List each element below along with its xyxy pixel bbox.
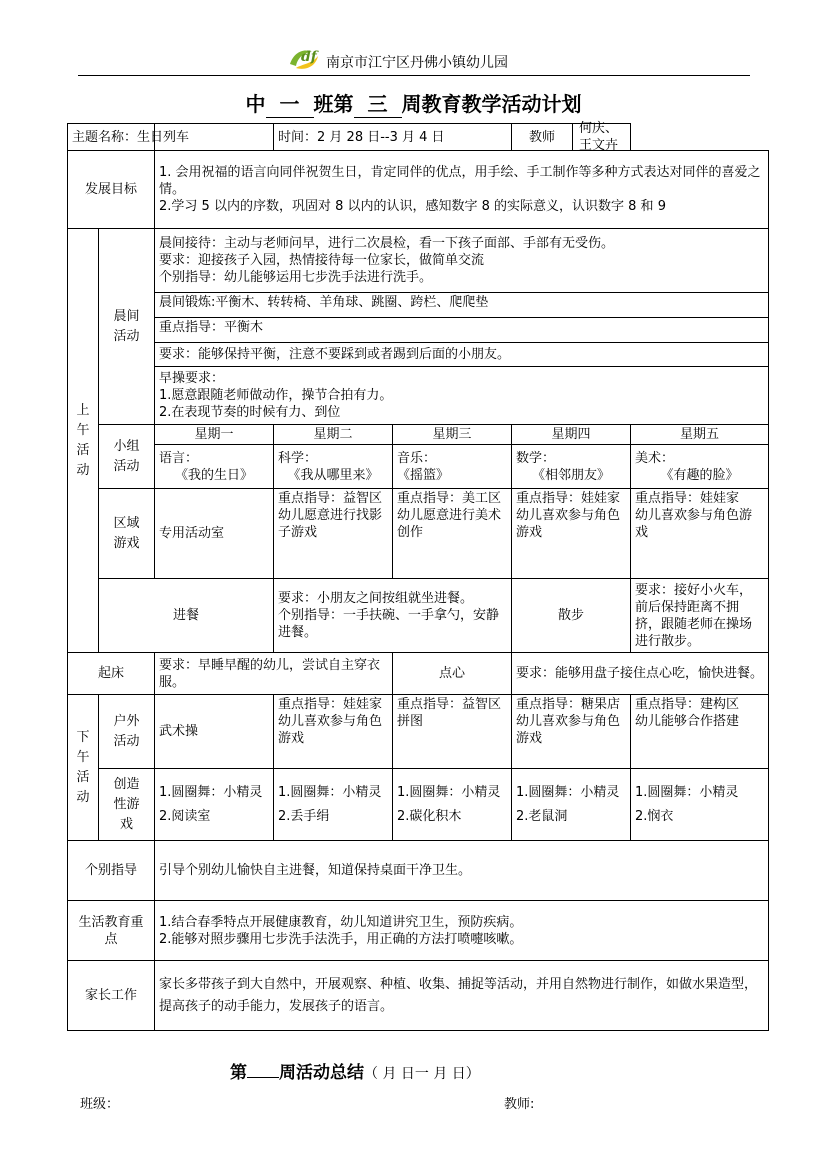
drill-content xyxy=(155,367,769,425)
creative-item: 2.老鼠洞 xyxy=(516,808,568,824)
exercise-requirement: 要求：能够保持平衡，注意不要踩到或者踢到后面的小朋友。 xyxy=(159,347,511,362)
creative-item: 2.丢手绢 xyxy=(278,808,330,824)
svg-text:df: df xyxy=(301,49,317,65)
outdoor-cell: 重点指导：益智区 拼图 xyxy=(393,695,512,769)
drill-row xyxy=(68,367,769,425)
title-grade: 中 xyxy=(245,92,266,116)
time-cell: 时间：2 月 28 日--3 月 4 日 xyxy=(274,124,512,151)
creative-item: 2.阅读室 xyxy=(159,808,211,824)
meal-content: 要求：小朋友之间按组就坐进餐。 个别指导：一手扶碗、一手拿勺，安静进餐。 xyxy=(274,579,512,653)
walk-label: 散步 xyxy=(512,579,631,653)
topic-cell xyxy=(68,124,190,151)
weekday-fri: 星期五 xyxy=(631,425,769,445)
goals-content xyxy=(155,151,769,229)
school-name: 南京市江宁区丹佛小镇幼儿园 xyxy=(326,55,508,71)
creative-cell xyxy=(631,769,769,841)
reception-row xyxy=(68,229,769,293)
outdoor-label-text: 户外活动 xyxy=(113,713,140,749)
life-row xyxy=(68,901,769,961)
snack-content: 要求：能够用盘子接住点心吃，愉快进餐。 xyxy=(512,653,769,695)
outdoor-cell: 武术操 xyxy=(155,695,274,769)
parent-label: 家长工作 xyxy=(68,961,155,1031)
creative-cell xyxy=(512,769,631,841)
group-cell xyxy=(274,445,393,489)
afternoon-label xyxy=(68,695,99,841)
life-item: 2.能够对照步骤用七步洗手法洗手，用正确的方法打喷嚏咳嗽。 xyxy=(159,931,523,947)
creative-label xyxy=(99,769,155,841)
parent-row xyxy=(68,961,769,1031)
group-lesson: 《摇篮》 xyxy=(397,467,450,483)
group-subject: 音乐： xyxy=(397,450,437,466)
creative-item: 2.悯衣 xyxy=(635,808,674,824)
morning-activity-label xyxy=(99,229,155,425)
reception-content xyxy=(155,229,769,293)
weekly-plan-table xyxy=(67,123,769,1031)
life-item: 1.结合春季特点开展健康教育，幼儿知道讲究卫生，预防疾病。 xyxy=(159,914,523,930)
goal-item: 2.学习 5 以内的序数，巩固对 8 以内的认识，感知数字 8 的实际意义，认识数字 8 和 9 xyxy=(159,199,666,214)
summary-title-b: 周活动总结 xyxy=(279,1063,364,1083)
title-mid: 班第 xyxy=(313,92,354,116)
morning-label-text: 上午活动 xyxy=(76,402,90,478)
area-cell: 重点指导：娃娃家 幼儿喜欢参与角色游戏 xyxy=(512,489,631,579)
exercise-line: 晨间锻炼:平衡木、转转椅、羊角球、跳圈、跨栏、爬爬垫 xyxy=(155,293,768,318)
summary-title-a: 第 xyxy=(230,1063,247,1083)
area-cell: 重点指导：美工区 幼儿愿意进行美术创作 xyxy=(393,489,512,579)
topic-row xyxy=(68,124,769,151)
wake-content: 要求：早睡早醒的幼儿，尝试自主穿衣服。 xyxy=(155,653,393,695)
area-cell: 重点指导：娃娃家 幼儿喜欢参与角色游戏 xyxy=(631,489,769,579)
teacher-label: 教师 xyxy=(512,124,573,150)
morning-label xyxy=(68,229,99,653)
weekday-thu: 星期四 xyxy=(512,425,631,445)
guide-label: 个别指导 xyxy=(68,841,155,901)
exercise-content xyxy=(155,293,769,367)
parent-content: 家长多带孩子到大自然中，开展观察、种植、收集、捕捉等活动，并用自然物进行制作，如做水果造型，提高孩子的动手能力，发展孩子的语言。 xyxy=(155,961,769,1031)
life-content xyxy=(155,901,769,961)
outdoor-row xyxy=(68,695,769,769)
summary-title xyxy=(230,1058,480,1083)
area-game-label-text: 区域游戏 xyxy=(113,515,140,551)
goals-label: 发展目标 xyxy=(68,151,155,229)
teacher-names: 何庆、王文卉 xyxy=(579,121,619,153)
group-lesson: 《我的生日》 xyxy=(175,467,254,483)
reception-line: 个别指导：幼儿能够运用七步洗手法进行洗手。 xyxy=(159,270,433,285)
group-activity-label-text: 小组活动 xyxy=(113,438,140,474)
title-week: 三 xyxy=(354,88,402,118)
class-label: 班级： xyxy=(80,1097,120,1112)
area-game-label xyxy=(99,489,155,579)
group-lesson: 《有趣的脸》 xyxy=(660,467,739,483)
group-cell xyxy=(512,445,631,489)
wake-row xyxy=(68,653,769,695)
teacher-sign-label: 教师: xyxy=(504,1097,535,1112)
life-label: 生活教育重 点 xyxy=(68,901,155,961)
area-cell: 重点指导：益智区 幼儿愿意进行找影子游戏 xyxy=(274,489,393,579)
group-lesson: 《我从哪里来》 xyxy=(287,467,379,483)
creative-item: 1.圆圈舞：小精灵 xyxy=(516,784,620,800)
page-title xyxy=(0,88,827,118)
group-subject: 科学： xyxy=(278,450,318,466)
goals-row xyxy=(68,151,769,229)
title-class: 一 xyxy=(266,88,314,118)
drill-line: 早操要求： xyxy=(159,371,225,386)
group-lesson: 《相邻朋友》 xyxy=(532,467,611,483)
group-cell xyxy=(155,445,274,489)
creative-item: 1.圆圈舞：小精灵 xyxy=(397,784,501,800)
creative-item: 1.圆圈舞：小精灵 xyxy=(278,784,382,800)
area-cell: 专用活动室 xyxy=(155,489,274,579)
topic-label: 主题名称：生日列车 xyxy=(72,129,190,145)
weekday-mon: 星期一 xyxy=(155,425,274,445)
summary-week-blank xyxy=(247,1077,279,1078)
title-suffix: 周教育教学活动计划 xyxy=(401,92,582,116)
exercise-focus: 重点指导：平衡木 xyxy=(155,318,768,343)
meal-row xyxy=(68,579,769,653)
drill-line: 2.在表现节奏的时候有力、到位 xyxy=(159,405,341,420)
outdoor-cell: 重点指导：建构区 幼儿能够合作搭建 xyxy=(631,695,769,769)
guide-content: 引导个别幼儿愉快自主进餐，知道保持桌面干净卫生。 xyxy=(155,841,769,901)
morning-activity-label-text: 晨间活动 xyxy=(113,308,140,344)
group-subject: 美术： xyxy=(635,450,675,466)
creative-label-text: 创造性游戏 xyxy=(113,776,140,832)
outdoor-label xyxy=(99,695,155,769)
outdoor-cell: 重点指导：娃娃家 幼儿喜欢参与角色游戏 xyxy=(274,695,393,769)
kindergarten-logo-icon xyxy=(288,42,322,72)
group-row xyxy=(68,445,769,489)
summary-date-range: （ 月 日一 月 日） xyxy=(364,1066,480,1082)
guide-row xyxy=(68,841,769,901)
reception-line: 要求：迎接孩子入园，热情接待每一位家长，做简单交流 xyxy=(159,253,485,268)
page-header xyxy=(0,0,827,80)
creative-item: 1.圆圈舞：小精灵 xyxy=(635,784,739,800)
meal-label: 进餐 xyxy=(99,579,274,653)
creative-row xyxy=(68,769,769,841)
weekday-wed: 星期三 xyxy=(393,425,512,445)
outdoor-cell: 重点指导：糖果店 幼儿喜欢参与角色游戏 xyxy=(512,695,631,769)
reception-line: 晨间接待：主动与老师问早，进行二次晨检，看一下孩子面部、手部有无受伤。 xyxy=(159,236,615,251)
snack-label: 点心 xyxy=(393,653,512,695)
wake-label: 起床 xyxy=(68,653,155,695)
exercise-row xyxy=(68,293,769,367)
creative-item: 2.碳化积木 xyxy=(397,808,462,824)
header-rule xyxy=(78,75,750,76)
area-row xyxy=(68,489,769,579)
teacher-split xyxy=(512,121,631,153)
creative-cell xyxy=(155,769,274,841)
group-cell xyxy=(631,445,769,489)
creative-cell xyxy=(393,769,512,841)
group-activity-label xyxy=(99,425,155,489)
group-subject: 语言： xyxy=(159,450,199,466)
goal-item: 1. 会用祝福的语言向同伴祝贺生日，肯定同伴的优点，用手绘、手工制作等多种方式表达对同伴的喜爱之情。 xyxy=(159,165,761,197)
walk-content: 要求：接好小火车，前后保持距离不拥挤，跟随老师在操场进行散步。 xyxy=(631,579,769,653)
afternoon-label-text: 下午活动 xyxy=(76,729,90,805)
group-cell xyxy=(393,445,512,489)
weekday-row xyxy=(68,425,769,445)
group-subject: 数学： xyxy=(516,450,556,466)
weekday-tue: 星期二 xyxy=(274,425,393,445)
drill-line: 1.愿意跟随老师做动作，操节合拍有力。 xyxy=(159,388,393,403)
creative-item: 1.圆圈舞：小精灵 xyxy=(159,784,263,800)
creative-cell xyxy=(274,769,393,841)
